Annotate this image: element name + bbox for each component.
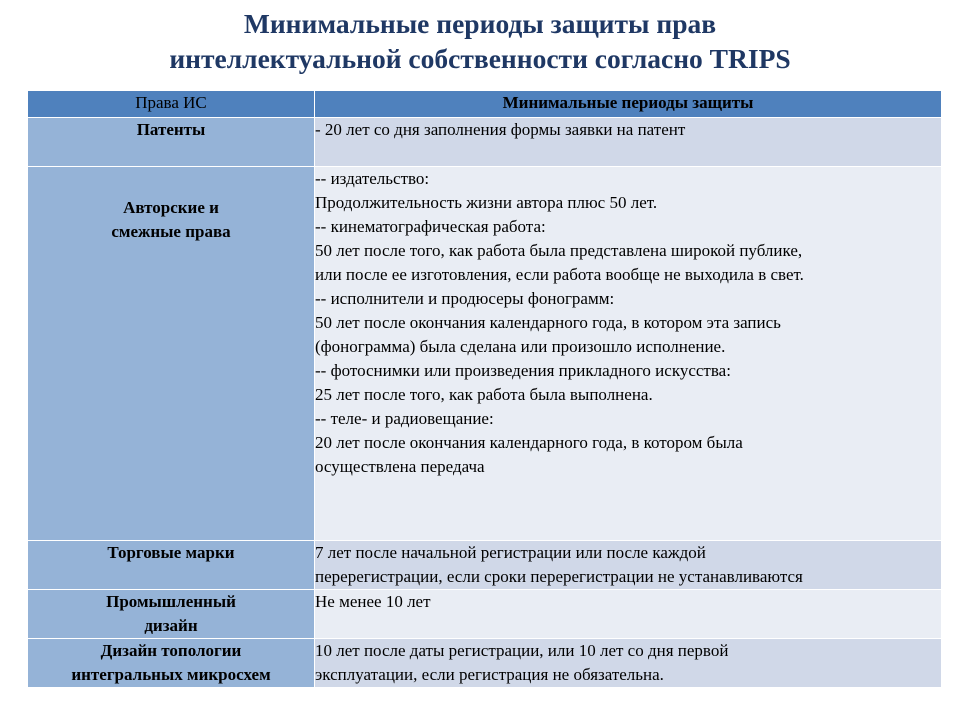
row-period-ic-topology: 10 лет после даты регистрации, или 10 лет со дня первой эксплуатации, если регистрация не обязательна. (315, 639, 942, 688)
table-row (28, 167, 942, 541)
column-header-ip-rights: Права ИС (28, 91, 315, 118)
row-period-industrial-design: Не менее 10 лет (315, 590, 942, 639)
title-line-1: Минимальные периоды защиты прав (243, 8, 717, 39)
table-row (28, 639, 942, 688)
table-row (28, 590, 942, 639)
page-title (0, 6, 960, 76)
row-label-trademarks: Торговые марки (28, 541, 315, 590)
row-label-copyright: Авторские и смежные права (28, 167, 315, 541)
table-row (28, 118, 942, 167)
table-row (28, 541, 942, 590)
title-line-2: интеллектуальной собственности согласно TRIPS (169, 43, 791, 74)
column-header-min-periods: Минимальные периоды защиты (315, 91, 942, 118)
row-label-industrial-design: Промышленный дизайн (28, 590, 315, 639)
table-header-row (28, 91, 942, 118)
trips-protection-table (27, 90, 942, 688)
row-period-trademarks: 7 лет после начальной регистрации или после каждой перерегистрации, если сроки перерегистрации не устанавливаются (315, 541, 942, 590)
row-period-copyright: -- издательство: Продолжительность жизни автора плюс 50 лет. -- кинематографическая работа: 50 лет после того, как работа была представлена широкой публике, или после ее изготовления, если работа вообще не выходила в свет. -- исполнители и продюсеры фонограмм: 50 лет после окончания календарного года, в котором эта запись (фонограмма) была сделана или произошло исполнение. -- фотоснимки или произведения прикладного искусства: 25 лет после того, как работа была выполнена. -- теле- и радиовещание: 20 лет после окончания календарного года, в котором была осуществлена передача (315, 167, 942, 541)
row-label-ic-topology: Дизайн топологии интегральных микросхем (28, 639, 315, 688)
row-label-patents: Патенты (28, 118, 315, 167)
row-period-patents: - 20 лет со дня заполнения формы заявки на патент (315, 118, 942, 167)
